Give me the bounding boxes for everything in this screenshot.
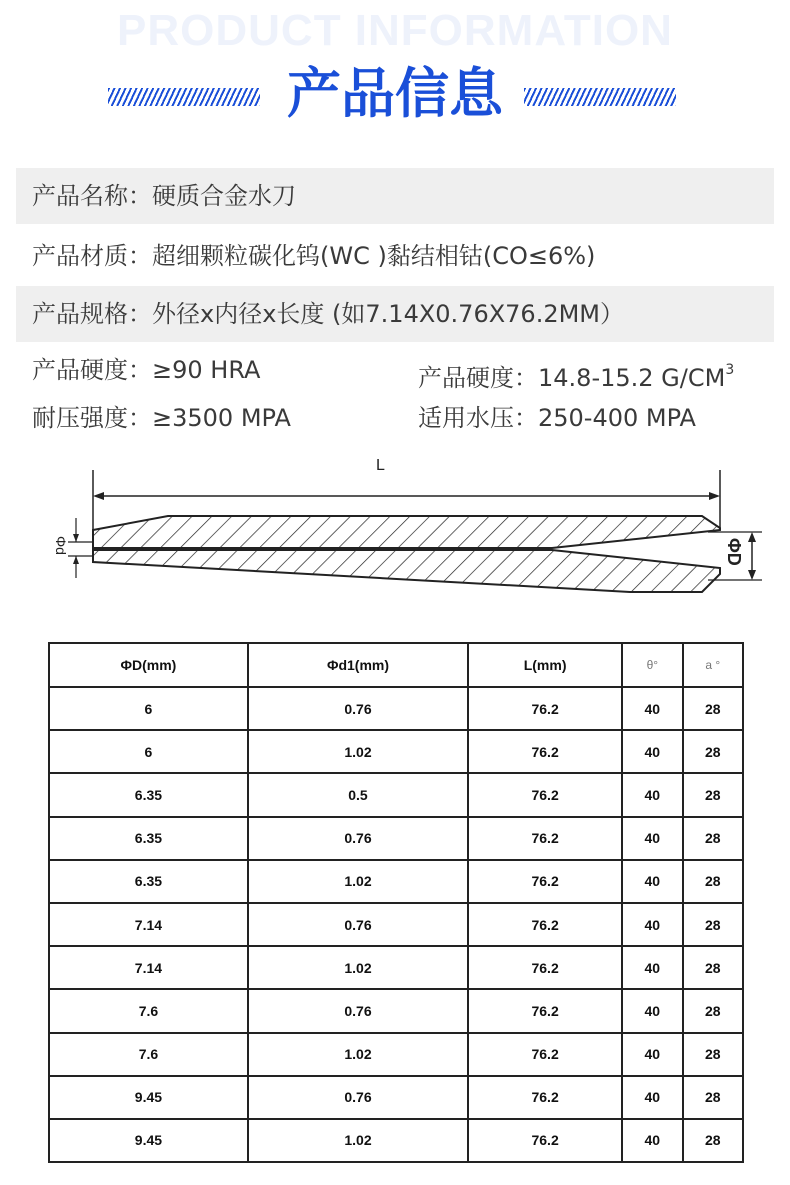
cell-outer-diameter: 6 — [49, 687, 248, 730]
spec-hardness — [32, 350, 260, 390]
cell-outer-diameter: 7.14 — [49, 903, 248, 946]
table-row — [49, 1033, 743, 1076]
length-arrow-right — [709, 492, 720, 500]
header-a: a ° — [683, 643, 743, 687]
cell-inner-diameter: 0.76 — [248, 687, 468, 730]
cell-outer-diameter: 7.14 — [49, 946, 248, 989]
table-row — [49, 1119, 743, 1162]
cell-outer-diameter: 9.45 — [49, 1076, 248, 1119]
table-row — [49, 860, 743, 903]
table-row — [49, 730, 743, 773]
spec-hardness-label: 产品硬度： — [32, 356, 152, 384]
cell-inner-diameter: 1.02 — [248, 946, 468, 989]
spec-density-value: 14.8-15.2 G/CM — [538, 364, 726, 392]
cell-length: 76.2 — [468, 687, 622, 730]
cell-theta: 40 — [622, 946, 682, 989]
cell-theta: 40 — [622, 687, 682, 730]
cell-length: 76.2 — [468, 817, 622, 860]
cell-a: 28 — [683, 860, 743, 903]
spec-strength — [32, 398, 291, 438]
cell-length: 76.2 — [468, 989, 622, 1032]
cell-theta: 40 — [622, 1076, 682, 1119]
cell-a: 28 — [683, 687, 743, 730]
cell-theta: 40 — [622, 1119, 682, 1162]
cell-theta: 40 — [622, 860, 682, 903]
cell-inner-diameter: 1.02 — [248, 1119, 468, 1162]
spec-pressure — [418, 398, 696, 438]
cell-length: 76.2 — [468, 730, 622, 773]
header-stripes-right — [524, 88, 676, 106]
cell-inner-diameter: 0.76 — [248, 989, 468, 1032]
cell-inner-diameter: 1.02 — [248, 860, 468, 903]
length-label: L — [376, 457, 385, 474]
cell-theta: 40 — [622, 903, 682, 946]
cell-theta: 40 — [622, 817, 682, 860]
cell-a: 28 — [683, 1076, 743, 1119]
table-row — [49, 817, 743, 860]
cell-length: 76.2 — [468, 773, 622, 816]
cell-a: 28 — [683, 817, 743, 860]
spec-strength-value: ≥3500 MPA — [152, 404, 291, 432]
table-header-row — [49, 643, 743, 687]
cell-inner-diameter: 0.5 — [248, 773, 468, 816]
cell-inner-diameter: 1.02 — [248, 730, 468, 773]
cell-length: 76.2 — [468, 860, 622, 903]
cell-inner-diameter: 1.02 — [248, 1033, 468, 1076]
cell-outer-diameter: 7.6 — [49, 989, 248, 1032]
nozzle-upper-wall — [93, 516, 720, 548]
spec-pressure-value: 250-400 MPA — [538, 404, 696, 432]
spec-hardness-value: ≥90 HRA — [152, 356, 261, 384]
table-row — [49, 1076, 743, 1119]
header-title: 产品信息 — [287, 62, 503, 125]
cell-a: 28 — [683, 903, 743, 946]
cell-outer-diameter: 9.45 — [49, 1119, 248, 1162]
cell-outer-diameter: 6.35 — [49, 860, 248, 903]
cell-outer-diameter: 6.35 — [49, 817, 248, 860]
table-row — [49, 687, 743, 730]
cell-inner-diameter: 0.76 — [248, 1076, 468, 1119]
cell-length: 76.2 — [468, 1033, 622, 1076]
cell-a: 28 — [683, 946, 743, 989]
nozzle-lower-wall — [93, 550, 720, 592]
cell-theta: 40 — [622, 1033, 682, 1076]
length-arrow-left — [93, 492, 104, 500]
table-row — [49, 903, 743, 946]
header-inner-diameter: Φd1(mm) — [248, 643, 468, 687]
table-row — [49, 989, 743, 1032]
cell-length: 76.2 — [468, 946, 622, 989]
header — [0, 0, 790, 140]
cell-a: 28 — [683, 989, 743, 1032]
info-product-name: 产品名称：硬质合金水刀 — [16, 168, 774, 224]
cell-length: 76.2 — [468, 1119, 622, 1162]
spec-density-label: 产品硬度： — [418, 364, 538, 392]
header-english-title: PRODUCT INFORMATION — [117, 6, 673, 50]
outer-diameter-label: ΦD — [724, 538, 744, 566]
cell-outer-diameter: 6 — [49, 730, 248, 773]
info-product-spec: 产品规格：外径x内径x长度 (如7.14X0.76X76.2MM） — [16, 286, 774, 342]
cell-theta: 40 — [622, 989, 682, 1032]
table-row — [49, 946, 743, 989]
spec-density-exponent: 3 — [725, 362, 735, 378]
cell-inner-diameter: 0.76 — [248, 903, 468, 946]
cell-a: 28 — [683, 1033, 743, 1076]
inner-diameter-label: Φd — [53, 536, 69, 555]
spec-strength-label: 耐压强度： — [32, 404, 152, 432]
cell-a: 28 — [683, 773, 743, 816]
spec-density — [418, 350, 734, 398]
cell-length: 76.2 — [468, 1076, 622, 1119]
spec-pressure-label: 适用水压： — [418, 404, 538, 432]
cell-a: 28 — [683, 730, 743, 773]
header-theta: θ° — [622, 643, 682, 687]
header-outer-diameter: ΦD(mm) — [49, 643, 248, 687]
cell-theta: 40 — [622, 730, 682, 773]
cell-inner-diameter: 0.76 — [248, 817, 468, 860]
cell-theta: 40 — [622, 773, 682, 816]
table-row — [49, 773, 743, 816]
info-product-material: 产品材质：超细颗粒碳化钨(WC )黏结相钴(CO≤6%) — [32, 242, 596, 270]
cell-outer-diameter: 7.6 — [49, 1033, 248, 1076]
nozzle-diagram — [40, 450, 780, 600]
spec-table — [48, 642, 744, 1163]
header-length: L(mm) — [468, 643, 622, 687]
cell-length: 76.2 — [468, 903, 622, 946]
cell-outer-diameter: 6.35 — [49, 773, 248, 816]
cell-a: 28 — [683, 1119, 743, 1162]
